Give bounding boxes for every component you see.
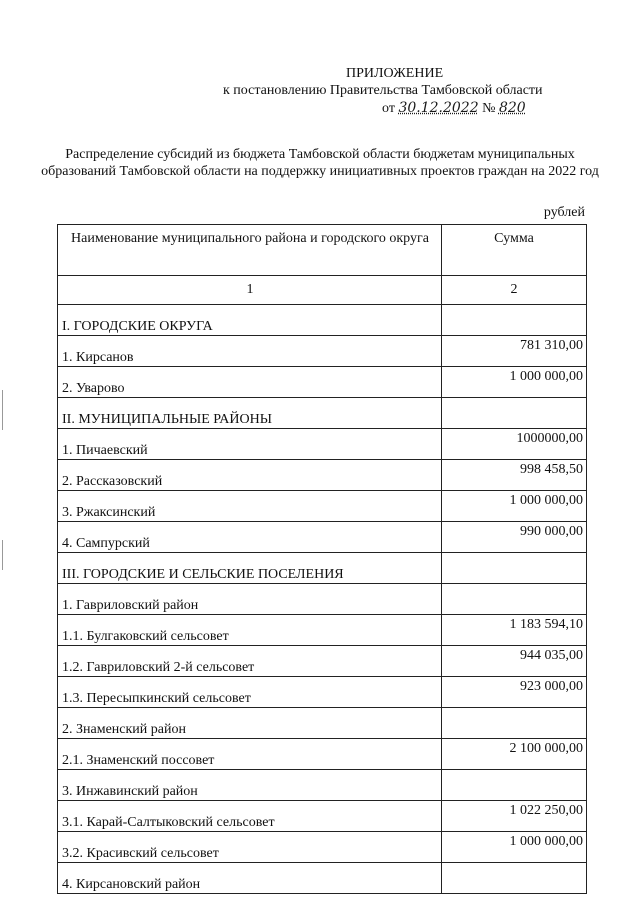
table-row bbox=[58, 615, 587, 646]
row-sum bbox=[442, 553, 587, 584]
column-header-sum: Сумма bbox=[442, 225, 587, 276]
row-sum: 1 022 250,00 bbox=[442, 801, 587, 832]
table-row bbox=[58, 584, 587, 615]
scan-margin-mark bbox=[2, 390, 3, 430]
row-name: 1.1. Булгаковский сельсовет bbox=[58, 615, 442, 646]
row-sum: 1 000 000,00 bbox=[442, 832, 587, 863]
table-row bbox=[58, 863, 587, 894]
row-sum: 2 100 000,00 bbox=[442, 739, 587, 770]
row-sum: 990 000,00 bbox=[442, 522, 587, 553]
table-header-row bbox=[58, 225, 587, 276]
table-row bbox=[58, 553, 587, 584]
row-name: 2.1. Знаменский поссовет bbox=[58, 739, 442, 770]
table-row bbox=[58, 336, 587, 367]
row-sum bbox=[442, 863, 587, 894]
scan-margin-mark bbox=[2, 540, 3, 570]
row-name: 3. Ржаксинский bbox=[58, 491, 442, 522]
column-number-row bbox=[58, 276, 587, 305]
table-row bbox=[58, 708, 587, 739]
row-name: 1. Пичаевский bbox=[58, 429, 442, 460]
from-label: от bbox=[382, 101, 395, 116]
row-sum: 1 183 594,10 bbox=[442, 615, 587, 646]
row-name: 3.1. Карай-Салтыковский сельсовет bbox=[58, 801, 442, 832]
column-header-name: Наименование муниципального района и городского округа bbox=[58, 225, 442, 276]
row-sum: 923 000,00 bbox=[442, 677, 587, 708]
row-sum bbox=[442, 708, 587, 739]
row-sum bbox=[442, 584, 587, 615]
row-name: III. ГОРОДСКИЕ И СЕЛЬСКИЕ ПОСЕЛЕНИЯ bbox=[58, 553, 442, 584]
row-sum bbox=[442, 305, 587, 336]
row-name: 1.2. Гавриловский 2-й сельсовет bbox=[58, 646, 442, 677]
row-name: 4. Сампурский bbox=[58, 522, 442, 553]
row-sum: 998 458,50 bbox=[442, 460, 587, 491]
row-name: 2. Знаменский район bbox=[58, 708, 442, 739]
column-number-1: 1 bbox=[58, 276, 442, 305]
row-name: 4. Кирсановский район bbox=[58, 863, 442, 894]
row-name: 1.3. Пересыпкинский сельсовет bbox=[58, 677, 442, 708]
row-sum: 1 000 000,00 bbox=[442, 491, 587, 522]
resolution-line: к постановлению Правительства Тамбовской области bbox=[223, 83, 543, 98]
row-sum: 781 310,00 bbox=[442, 336, 587, 367]
table-row bbox=[58, 646, 587, 677]
row-name: 2. Рассказовский bbox=[58, 460, 442, 491]
appendix-heading: ПРИЛОЖЕНИЕ bbox=[346, 66, 444, 81]
column-number-2: 2 bbox=[442, 276, 587, 305]
row-sum: 1000000,00 bbox=[442, 429, 587, 460]
row-name: 1. Кирсанов bbox=[58, 336, 442, 367]
resolution-date-line bbox=[382, 100, 526, 117]
table-row bbox=[58, 305, 587, 336]
number-sign: № bbox=[482, 101, 496, 116]
table-row bbox=[58, 429, 587, 460]
row-sum bbox=[442, 398, 587, 429]
handwritten-date: 30.12.2022 bbox=[398, 100, 479, 116]
row-name: 2. Уварово bbox=[58, 367, 442, 398]
currency-unit: рублей bbox=[543, 205, 585, 220]
row-name: 3. Инжавинский район bbox=[58, 770, 442, 801]
table-row bbox=[58, 522, 587, 553]
row-name: II. МУНИЦИПАЛЬНЫЕ РАЙОНЫ bbox=[58, 398, 442, 429]
row-name: 1. Гавриловский район bbox=[58, 584, 442, 615]
table-row bbox=[58, 460, 587, 491]
row-sum: 1 000 000,00 bbox=[442, 367, 587, 398]
table-row bbox=[58, 398, 587, 429]
table-row bbox=[58, 491, 587, 522]
row-name: I. ГОРОДСКИЕ ОКРУГА bbox=[58, 305, 442, 336]
row-name: 3.2. Красивский сельсовет bbox=[58, 832, 442, 863]
row-sum bbox=[442, 770, 587, 801]
table-row bbox=[58, 801, 587, 832]
row-sum: 944 035,00 bbox=[442, 646, 587, 677]
table-row bbox=[58, 677, 587, 708]
table-row bbox=[58, 739, 587, 770]
table-row bbox=[58, 832, 587, 863]
table-row bbox=[58, 367, 587, 398]
table-row bbox=[58, 770, 587, 801]
document-title: Распределение субсидий из бюджета Тамбовской области бюджетам муниципальных образований Тамбовской области на поддержку инициативных проектов граждан на 2022 год bbox=[41, 147, 599, 179]
subsidy-table bbox=[57, 224, 587, 894]
handwritten-number: 820 bbox=[498, 100, 526, 116]
